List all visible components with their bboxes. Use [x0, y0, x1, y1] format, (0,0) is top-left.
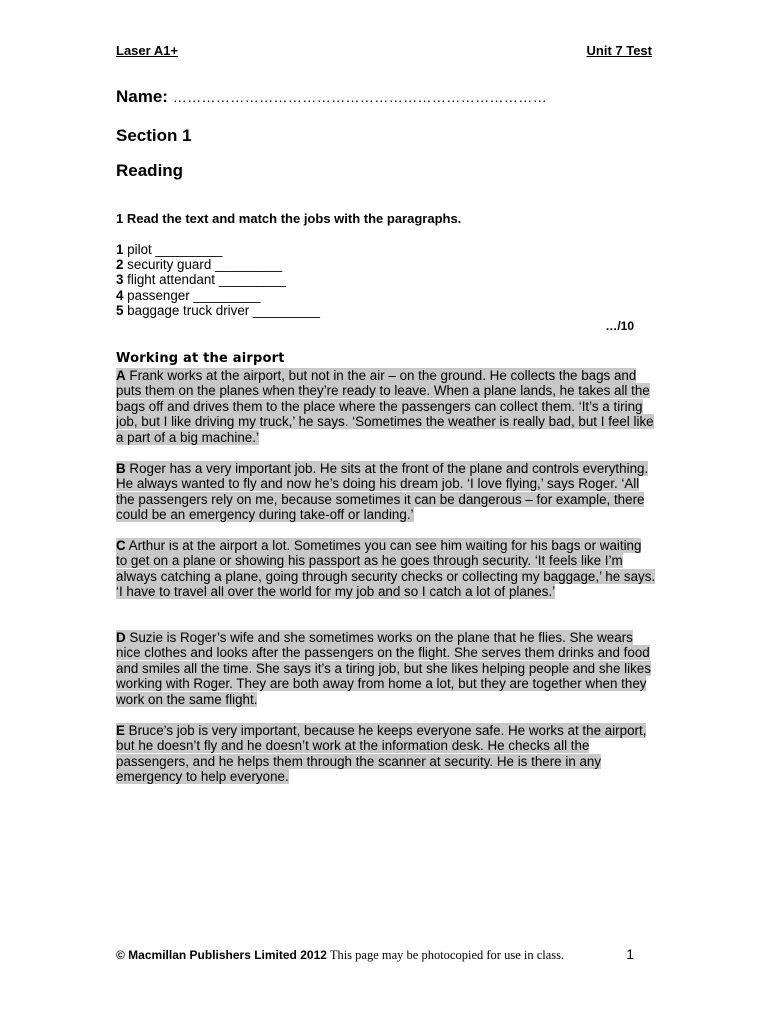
job-number: 2 [116, 257, 124, 273]
header-unit: Unit 7 Test [586, 43, 652, 58]
job-text: passenger _________ [123, 287, 261, 303]
job-list [116, 242, 320, 318]
list-item [116, 303, 320, 318]
paragraph-a [116, 368, 656, 445]
job-text: baggage truck driver _________ [123, 302, 320, 318]
job-text: pilot _________ [123, 242, 223, 257]
paragraph-c [116, 538, 656, 600]
section-title: Section 1 [116, 126, 192, 145]
job-text: flight attendant _________ [123, 272, 286, 288]
paragraph-text: Suzie is Roger’s wife and she sometimes works on the plane that he flies. She wears nice clothes and looks after the passengers on the flight. She serves them drinks and food and smiles all the time. She says it’s a tiring job, but she likes helping people and she likes working with Roger. They are both away from home a lot, but they are together when they work on the same flight. [116, 630, 651, 707]
paragraph-letter: E [116, 723, 125, 738]
list-item [116, 242, 320, 257]
paragraph-text: Bruce’s job is very important, because he keeps everyone safe. He works at the airport, but he doesn’t fly and he doesn’t work at the information desk. He checks all the passengers, and he helps them through the scanner at security. He is there in any emergency to help everyone. [116, 723, 647, 785]
job-number: 1 [116, 242, 124, 257]
paragraph-letter: B [116, 461, 126, 476]
page-number: 1 [626, 946, 634, 962]
header-course: Laser A1+ [116, 43, 179, 58]
job-number: 4 [116, 287, 124, 303]
paragraph-text: Frank works at the airport, but not in the air – on the ground. He collects the bags and puts them on the planes when they’re ready to leave. When a plane lands, he takes all the bags off and drives them to the place where the passengers can collect them. ‘It’s a tiring job, but I like driving my truck,’ he says. ‘Sometimes the weather is really bad, but I feel like a part of a big machine.’ [116, 368, 654, 445]
paragraph-b [116, 461, 656, 523]
text-title: Working at the airport [116, 351, 285, 366]
paragraph-letter: C [116, 538, 126, 553]
name-line [116, 87, 547, 107]
list-item [116, 288, 320, 303]
paragraph-letter: A [116, 368, 126, 383]
list-item [116, 272, 320, 287]
paragraph-letter: D [116, 630, 126, 645]
copyright-text: © Macmillan Publishers Limited 2012 [116, 948, 327, 962]
paragraph-d [116, 630, 656, 707]
job-number: 3 [116, 272, 124, 288]
paragraph-text: Roger has a very important job. He sits at the front of the plane and controls everything. He always wanted to fly and now he’s doing his dream job. ‘I love flying,’ says Roger. ‘All the passengers rely on me, because sometimes it can be dangerous – for example, there could be an emergency during take-off or landing.’ [116, 461, 649, 523]
exercise-instruction: 1 Read the text and match the jobs with the paragraphs. [116, 211, 462, 226]
job-number: 5 [116, 302, 124, 318]
name-label: Name: [116, 87, 168, 106]
paragraph-e [116, 723, 656, 785]
job-text: security guard _________ [123, 257, 283, 273]
score-label: …/10 [605, 319, 634, 333]
paragraph-text: Arthur is at the airport a lot. Sometimes you can see him waiting for his bags or waiting to get on a plane or showing his passport as he goes through security. ‘It feels like I’m always catching a plane, going through security checks or collecting my baggage,’ he says. ‘I have to travel all over the world for my job and so I catch a lot of planes.’ [116, 538, 656, 600]
name-dots: …………………………………………………………………… [172, 89, 548, 105]
photocopy-note: This page may be photocopied for use in class. [326, 948, 565, 962]
footer [116, 948, 564, 963]
reading-title: Reading [116, 161, 184, 180]
list-item [116, 257, 320, 272]
